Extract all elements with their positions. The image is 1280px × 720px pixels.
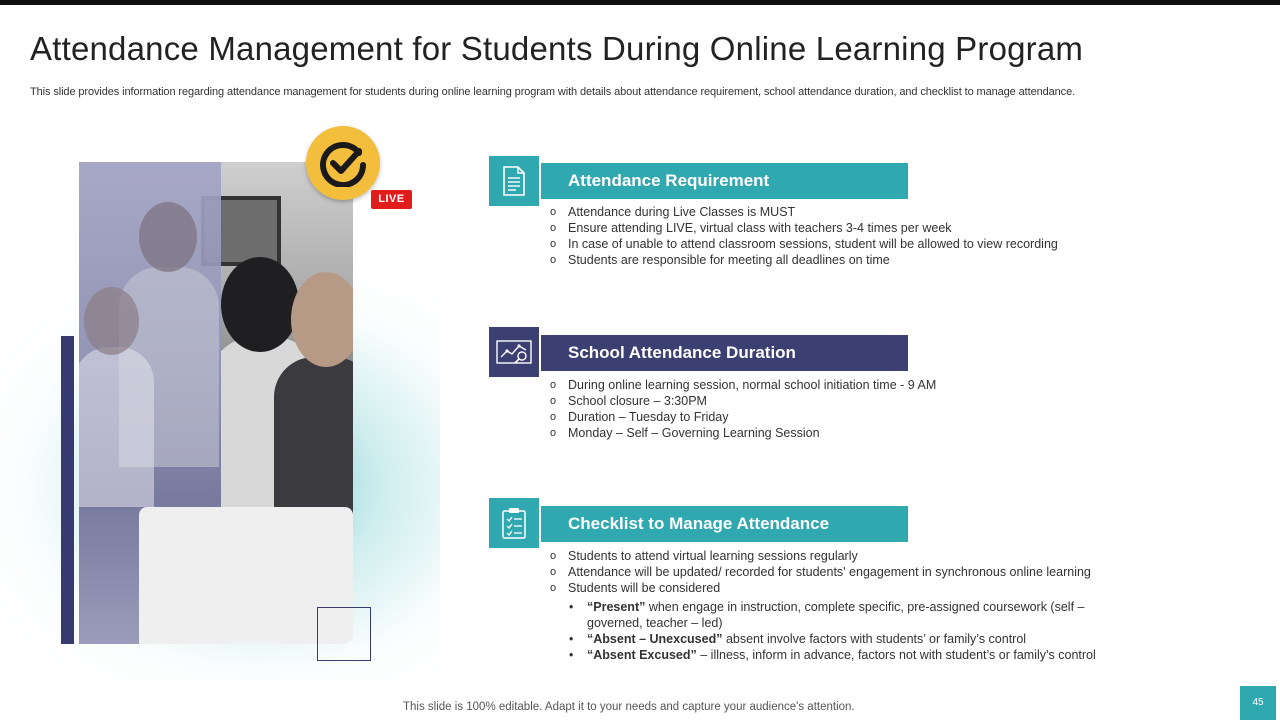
- outline-square-decoration: [317, 607, 371, 661]
- checklist-icon-box: [489, 498, 539, 548]
- attendance-status-list: [568, 599, 1128, 663]
- list-item: o Attendance during Live Classes is MUST: [549, 204, 1058, 220]
- checkmark-badge: [306, 126, 380, 200]
- footer-note: This slide is 100% editable. Adapt it to your needs and capture your audience's attention.: [403, 701, 855, 713]
- slide-title: Attendance Management for Students During Online Learning Program: [30, 30, 1084, 67]
- status-term: “Present”: [587, 600, 646, 614]
- status-term: “Absent Excused”: [587, 648, 697, 662]
- photo-person-head: [291, 272, 353, 367]
- section-heading-attendance-requirement: Attendance Requirement: [541, 163, 908, 199]
- document-icon: [501, 166, 527, 196]
- photo-person-body: [274, 357, 353, 517]
- checklist-list: [549, 548, 1091, 596]
- navy-accent-bar: [61, 336, 74, 644]
- slide-subtitle: This slide provides information regarding attendance management for students during online learning program with details about attendance requirement, school attendance duration, and checklist to manage attendance.: [30, 86, 1076, 98]
- status-item-present: [568, 599, 1128, 631]
- status-term: “Absent – Unexcused”: [587, 632, 723, 646]
- list-item: o During online learning session, normal school initiation time - 9 AM: [549, 377, 936, 393]
- page-number: 45: [1240, 686, 1276, 720]
- attendance-requirement-list: [549, 204, 1058, 268]
- school-attendance-duration-list: [549, 377, 936, 441]
- section-heading-checklist: Checklist to Manage Attendance: [541, 506, 908, 542]
- list-item: o Students will be considered: [549, 580, 1091, 596]
- status-description: when engage in instruction, complete specific, pre-assigned coursework (self – governed, teacher – led): [587, 600, 1085, 630]
- list-item: o School closure – 3:30PM: [549, 393, 936, 409]
- list-item: o Students to attend virtual learning sessions regularly: [549, 548, 1091, 564]
- students-photo: [79, 162, 353, 644]
- status-item-absent-unexcused: [568, 631, 1128, 647]
- check-circle-icon: [319, 139, 367, 187]
- live-badge: LIVE: [371, 190, 412, 209]
- checklist-icon: [501, 507, 527, 539]
- analytics-icon-box: [489, 327, 539, 377]
- photo-person-body: [79, 347, 154, 507]
- photo-person-head: [221, 257, 299, 352]
- list-item: o Ensure attending LIVE, virtual class with teachers 3-4 times per week: [549, 220, 1058, 236]
- document-icon-box: [489, 156, 539, 206]
- list-item: o Monday – Self – Governing Learning Session: [549, 425, 936, 441]
- status-description: absent involve factors with students’ or family’s control: [722, 632, 1027, 646]
- list-item: o Students are responsible for meeting all deadlines on time: [549, 252, 1058, 268]
- top-border: [0, 0, 1280, 5]
- photo-person-head: [139, 202, 197, 272]
- list-item: o Attendance will be updated/ recorded for students' engagement in synchronous online learning: [549, 564, 1091, 580]
- analytics-icon: [496, 338, 532, 366]
- list-item: o In case of unable to attend classroom sessions, student will be allowed to view recording: [549, 236, 1058, 252]
- status-description: – illness, inform in advance, factors not with student’s or family’s control: [696, 648, 1096, 662]
- status-item-absent-excused: [568, 647, 1128, 663]
- list-item: o Duration – Tuesday to Friday: [549, 409, 936, 425]
- photo-person-head: [84, 287, 139, 355]
- section-heading-school-attendance-duration: School Attendance Duration: [541, 335, 908, 371]
